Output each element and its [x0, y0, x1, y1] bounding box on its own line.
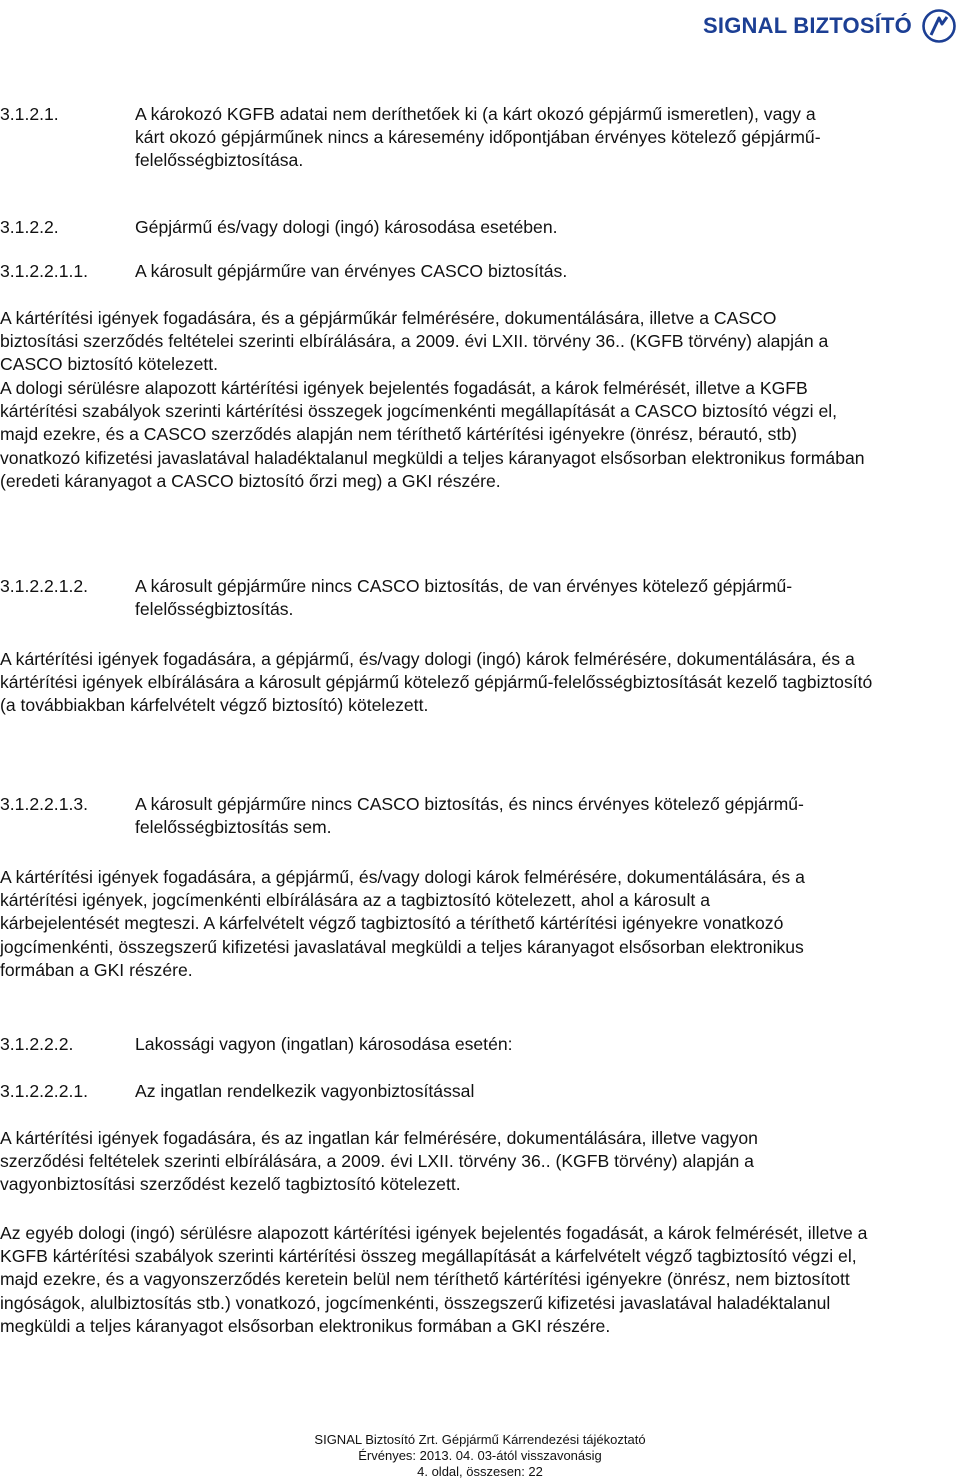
section-text: A károsult gépjárműre van érvényes CASCO biztosítás.: [135, 261, 568, 281]
footer-title: SIGNAL Biztosító Zrt. Gépjármű Kárrendezési tájékoztató: [314, 1432, 646, 1447]
footer-page-number: 4. oldal, összesen: 22: [417, 1464, 543, 1479]
section-number: 3.1.2.2.1.2.: [0, 576, 89, 596]
paragraph: A kártérítési igények fogadására, a gépjármű, és/vagy dologi (ingó) károk felmérésére, dokumentálására, és a kártérítési igények elbírálására a károsult gépjármű kötelező gépjármű-felelősségbiztosítását kezelő tagbiztosító (a továbbiakban kárfelvételt végző biztosító) kötelezett.: [0, 649, 873, 716]
paragraph: A kártérítési igények fogadására, és a gépjárműkár felmérésére, dokumentálására, illetve a CASCO biztosítási szerződés feltételei szerinti elbírálására, a 2009. évi LXII. törvény 36.. (KGFB törvény) alapján a CASCO biztosító kötelezett.: [0, 308, 829, 375]
section-number: 3.1.2.2.1.1.: [0, 261, 89, 281]
paragraph: A dologi sérülésre alapozott kártérítési igények bejelentés fogadását, a károk felmérését, illetve a KGFB kártérítési szabályok szerinti kártérítési összegek jogcímenkénti megállapítását a CASCO biztosító végzi el, majd ezekre, és a CASCO szerződés alapján nem téríthető kártérítési igényekre (önrész, bérautó, stb) vonatkozó kifizetési javaslatával haladéktalanul megküldi a teljes káranyagot elsősorban elektronikus formában (eredeti káranyagot a CASCO biztosító őrzi meg) a GKI részére.: [0, 378, 865, 491]
paragraph: A kártérítési igények fogadására, és az ingatlan kár felmérésére, dokumentálására, illetve vagyon szerződési feltételek szerinti elbírálására, a 2009. évi LXII. törvény 36.. (KGFB törvény) alapján a vagyonbiztosítási szerződést kezelő tagbiztosító kötelezett.: [0, 1128, 758, 1195]
section-number: 3.1.2.1.: [0, 104, 59, 124]
footer-validity: Érvényes: 2013. 04. 03-ától visszavonásig: [358, 1448, 602, 1463]
paragraph: Az egyéb dologi (ingó) sérülésre alapozott kártérítési igények bejelentés fogadását, a károk felmérését, illetve a KGFB kártérítési szabályok szerinti kártérítési összeg megállapítását a kárfelvételt végző tagbiztosító végzi el, majd ezekre, és a vagyonszerződés keretein belül nem téríthető kártérítési igényekre (önrész, nem biztosított ingóságok, alulbiztosítás stb.) vonatkozó, jogcímenkénti, összegszerű kifizetési javaslatával haladéktalanul megküldi a teljes káranyagot elsősorban elektronikus formában a GKI részére.: [0, 1223, 868, 1336]
section-number: 3.1.2.2.1.3.: [0, 794, 89, 814]
paragraph: A kártérítési igények fogadására, a gépjármű, és/vagy dologi károk felmérésére, dokumentálására, és a kártérítési igények, jogcímenkénti elbírálására az a tagbiztosító kötelezett, ahol a károsult a kárbejelentését megteszi. A kárfelvételt végző tagbiztosító a téríthető kártérítési igényekre vonatkozó jogcímenkénti, összegszerű kifizetési javaslatával megküldi a teljes káranyagot elsősorban elektronikus formában a GKI részére.: [0, 867, 805, 980]
section-text: A károsult gépjárműre nincs CASCO biztosítás, de van érvényes kötelező gépjármű-felelősségbiztosítás.: [135, 576, 793, 620]
signal-logo-icon: [922, 9, 956, 43]
section-text: Gépjármű és/vagy dologi (ingó) károsodása esetében.: [135, 217, 558, 237]
footer: [0, 1432, 960, 1480]
section-number: 3.1.2.2.2.: [0, 1034, 74, 1054]
section-text: A károsult gépjárműre nincs CASCO biztosítás, és nincs érvényes kötelező gépjármű-felelősségbiztosítás sem.: [135, 794, 804, 838]
section-number: 3.1.2.2.: [0, 217, 59, 237]
header-logo: [703, 6, 956, 46]
section-text: Lakossági vagyon (ingatlan) károsodása esetén:: [135, 1034, 513, 1054]
logo-text: SIGNAL BIZTOSÍTÓ: [703, 13, 912, 39]
section-text: A károkozó KGFB adatai nem deríthetőek ki (a kárt okozó gépjármű ismeretlen), vagy a kárt okozó gépjárműnek nincs a káresemény időpontjában érvényes kötelező gépjármű-felelősségbiztosítása.: [135, 104, 821, 171]
section-number: 3.1.2.2.2.1.: [0, 1081, 89, 1101]
section-text: Az ingatlan rendelkezik vagyonbiztosítással: [135, 1081, 475, 1101]
